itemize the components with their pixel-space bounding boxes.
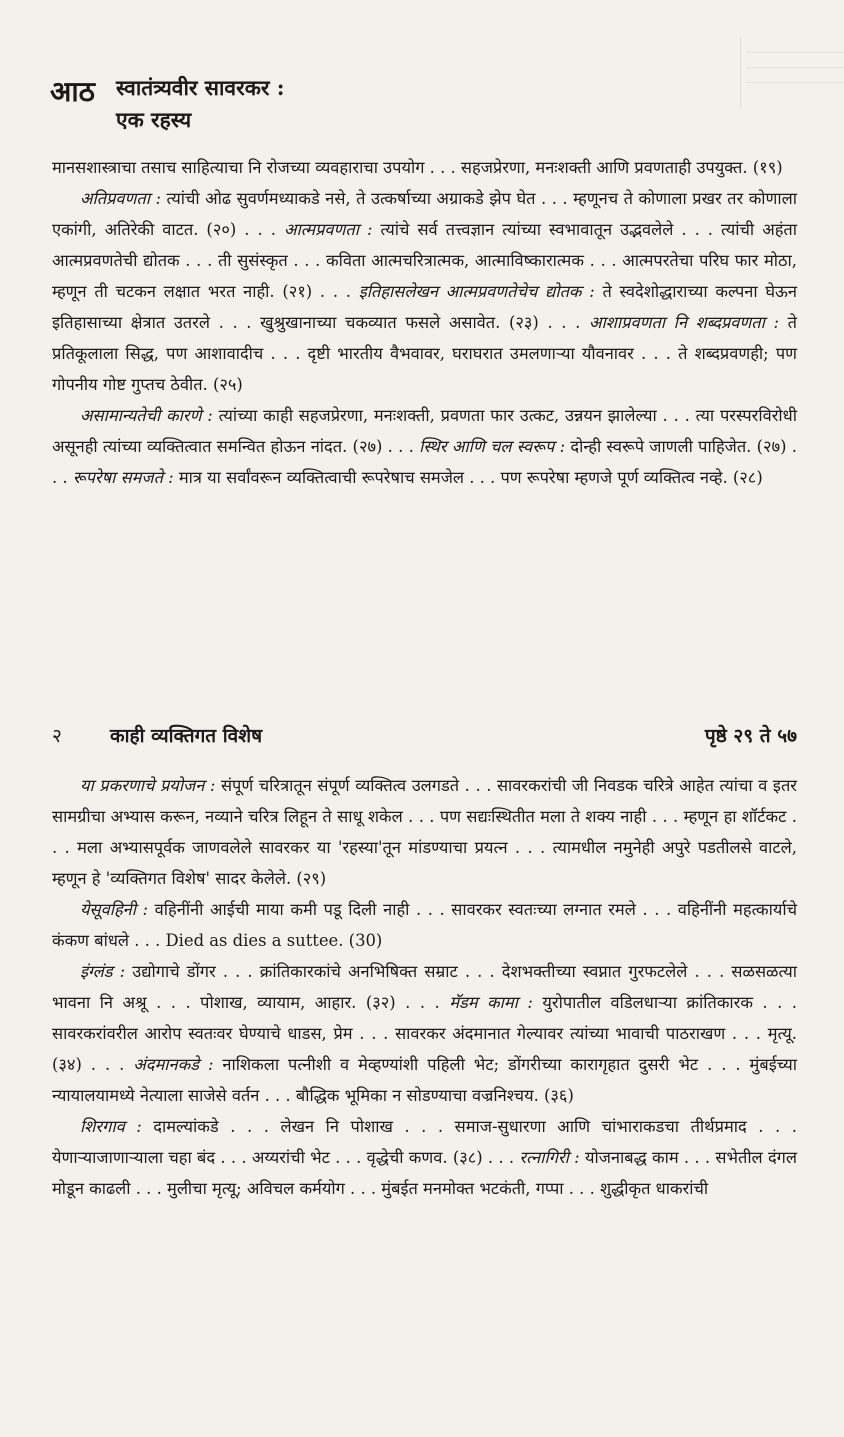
paragraph [52, 1111, 797, 1204]
show-through-lines [740, 38, 844, 108]
subheading-run: शिरगाव : [80, 1117, 142, 1136]
text-run: ते प्रतिकूलाला सिद्ध, पण आशावादीच . . . दृष्टी भारतीय वैभवावर, घराघरात उमलणाऱ्या यौवनावर . . . ते शब्दप्रवणही; पण गोपनीय गोष्ट गुप्तच ठेवीत. (२५) [52, 313, 797, 394]
subheading-run: रत्नागिरी : [519, 1148, 580, 1167]
text-run: मानसशास्त्राचा तसाच साहित्याचा नि रोजच्या व्यवहाराचा उपयोग . . . सहजप्रेरणा, मनःशक्ती आणि प्रवणताही उपयुक्त. (१९) [52, 158, 783, 177]
text-run: नाशिकला पत्नीशी व मेव्हण्यांशी पहिली भेट; डोंगरीच्या कारागृहात दुसरी भेट . . . मुंबईच्या न्यायालयामध्ये नेत्याला साजेसे वर्तन . . . बौद्धिक भूमिका न सोडण्याचा वज्रनिश्चय. (३६) [52, 1055, 798, 1105]
text-run: वहिनींनी आईची माया कमी पडू दिली नाही . . . सावरकर स्वतःच्या लग्नात रमले . . . वहिनींनी महत्कार्याचे कंकण बांधले . . . Died as dies a suttee. (30) [52, 900, 797, 950]
section-page-range: पृष्ठे २९ ते ५७ [704, 725, 797, 747]
paragraph [52, 400, 797, 493]
section-title: काही व्यक्तिगत विशेष [110, 725, 263, 747]
text-run: दोन्ही स्वरूपे जाणली पाहिजेत. (२७) . . . [52, 437, 797, 487]
section-heading [52, 720, 797, 754]
text-run: दामल्यांकडे . . . लेखन नि पोशाख . . . समाज-सुधारणा आणि चांभाराकडचा तीर्थप्रमाद . . . येणाऱ्याजाणाऱ्याला चहा बंद . . . अय्यरांची भेट . . . वृद्धेची कणव. (३८) . . . [52, 1117, 797, 1167]
summary-part-2 [52, 770, 797, 1204]
paragraph [52, 183, 797, 400]
subheading-run: स्थिर आणि चल स्वरूप : [419, 437, 566, 456]
subheading-run: रूपरेषा समजते : [72, 468, 174, 487]
text-run: त्यांची ओढ सुवर्णमध्याकडे नसे, ते उत्कर्षाच्या अग्राकडे झेप घेत . . . म्हणूनच ते कोणाला प्रखर तर कोणाला एकांगी, अतिरेकी वाटत. (२०) . . . [52, 189, 797, 239]
chapter-title [116, 72, 284, 136]
paragraph [52, 894, 797, 956]
chapter-title-line-1: स्वातंत्र्यवीर सावरकर : [116, 75, 285, 100]
text-run: मात्र या सर्वांवरून व्यक्तित्वाची रूपरेषाच समजेल . . . पण रूपरेषा म्हणजे पूर्ण व्यक्तित्व नव्हे. (२८) [173, 468, 763, 487]
subheading-run: आत्मप्रवणता : [283, 220, 373, 239]
chapter-title-line-2: एक रहस्य [116, 107, 192, 132]
subheading-run: इतिहासलेखन आत्मप्रवणतेचेच द्योतक : [358, 282, 595, 301]
summary-part-1 [52, 152, 797, 493]
text-run: युरोपातील वडिलधाऱ्या क्रांतिकारक . . . सावरकरांवरील आरोप स्वतःवर घेण्याचे धाडस, प्रेम . . . सावरकर अंदमानात गेल्यावर त्यांच्या भावाची पाठराखण . . . मृत्यू. (३४) . . . [52, 993, 797, 1074]
subheading-run: असामान्यतेची कारणे : [80, 406, 213, 425]
text-run: संपूर्ण चरित्रातून संपूर्ण व्यक्तित्व उलगडते . . . सावरकरांची जी निवडक चरित्रे आहेत त्यांचा व इतर सामग्रीचा अभ्यास करून, नव्याने चरित्र लिहून ते साधू शकेल . . . पण सद्यःस्थितीत मला ते शक्य नाही . . . म्हणून हा शॉर्टकट . . . मला अभ्यासपूर्वक जाणवलेले सावरकर या 'रहस्या'तून मांडण्याचा प्रयत्न . . . त्यामधील नमुनेही अपुरे पडतीलसे वाटले, म्हणून हे 'व्यक्तिगत विशेष' सादर केलेले. (२९) [52, 776, 797, 888]
paragraph [52, 152, 797, 183]
chapter-number: आठ [50, 75, 95, 108]
section-number: २ [52, 725, 62, 747]
paragraph [52, 956, 797, 1111]
text-run: ते स्वदेशोद्धाराच्या कल्पना घेऊन इतिहासाच्या क्षेत्रात उतरले . . . खुश्रुखानाच्या चकव्यात फसले असावेत. (२३) . . . [52, 282, 797, 332]
text-run: त्यांचे सर्व तत्त्वज्ञान त्यांच्या स्वभावातून उद्भवलेले . . . त्यांची अहंता आत्मप्रवणतेची द्योतक . . . ती सुसंस्कृत . . . कविता आत्मचरित्रात्मक, आत्माविष्कारात्मक . . . आत्मपरतेचा परिघ फार मोठा, म्हणून ती चटकन लक्षात भरत नाही. (२१) . . . [52, 220, 798, 301]
text-run: त्यांच्या काही सहजप्रेरणा, मनःशक्ती, प्रवणता फार उत्कट, उन्नयन झालेल्या . . . त्या परस्परविरोधी असूनही त्यांच्या व्यक्तित्वात समन्वित होऊन नांदत. (२७) . . . [52, 406, 797, 456]
subheading-run: येसूवहिनी : [80, 900, 149, 919]
subheading-run: अतिप्रवणता : [80, 189, 162, 208]
text-run: उद्योगाचे डोंगर . . . क्रांतिकारकांचे अनभिषिक्त सम्राट . . . देशभक्तीच्या स्वप्नात गुरफटलेले . . . सळसळत्या भावना नि अश्रू . . . पोशाख, व्यायाम, आहार. (३२) . . . [52, 962, 797, 1012]
text-run: योजनाबद्ध काम . . . सभेतील दंगल मोडून काढली . . . मुलीचा मृत्यू; अविचल कर्मयोग . . . मुंबईत मनमोक्त भटकंती, गप्पा . . . शुद्धीकृत धाकरांची [52, 1148, 797, 1198]
paragraph [52, 770, 797, 894]
subheading-run: या प्रकरणाचे प्रयोजन : [80, 776, 216, 795]
subheading-run: मॅडम कामा : [449, 993, 533, 1012]
subheading-run: आशाप्रवणता नि शब्दप्रवणता : [589, 313, 779, 332]
subheading-run: इंग्लंड : [80, 962, 126, 981]
subheading-run: अंदमानकडे : [133, 1055, 214, 1074]
